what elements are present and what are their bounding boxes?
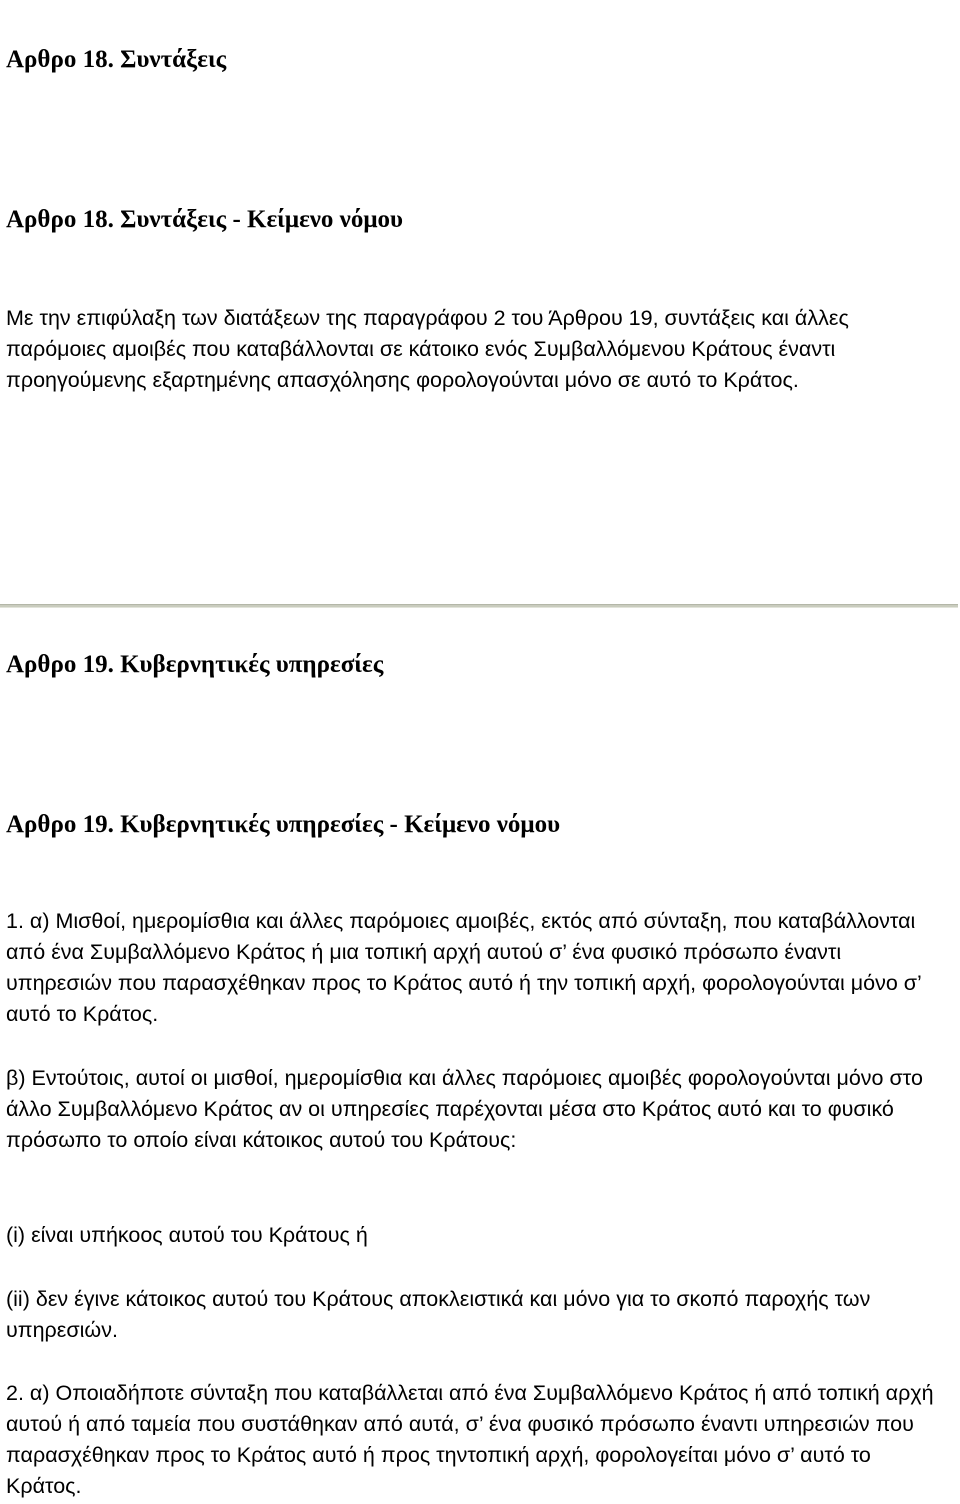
article-18-text-heading: Αρθρο 18. Συντάξεις - Κείμενο νόμου [6, 206, 403, 233]
article-19-item-i: (i) είναι υπήκοος αυτού του Κράτους ή [6, 1223, 368, 1247]
article-19-paragraph-1a: 1. α) Μισθοί, ημερομίσθια και άλλες παρόμοιες αμοιβές, εκτός από σύνταξη, που καταβάλλονται από ένα Συμβαλλόμενο Κράτος ή μια τοπική αρχή αυτού σ’ ένα φυσικό πρόσωπο έναντι υπηρεσιών που παρασχέθηκαν προς το Κράτος αυτό ή την τοπική αρχή, φορολογούνται μόνο σ’ αυτό το Κράτος. [6, 909, 922, 1026]
article-19-heading: Αρθρο 19. Κυβερνητικές υπηρεσίες [6, 651, 384, 678]
section-divider [0, 604, 958, 608]
article-19-text-heading: Αρθρο 19. Κυβερνητικές υπηρεσίες - Κείμενο νόμου [6, 811, 561, 838]
article-19-paragraph-1b: β) Εντούτοις, αυτοί οι μισθοί, ημερομίσθια και άλλες παρόμοιες αμοιβές φορολογούνται μόνο στο άλλο Συμβαλλόμενο Κράτος αν οι υπηρεσίες παρέχονται μέσα στο Κράτος αυτό και το φυσικό πρόσωπο το οποίο είναι κάτοικος αυτού του Κράτους: [6, 1066, 923, 1152]
article-19-paragraph-2a: 2. α) Οποιαδήποτε σύνταξη που καταβάλλεται από ένα Συμβαλλόμενο Κράτος ή από τοπική αρχή αυτού ή από ταμεία που συστάθηκαν από αυτά, σ’ ένα φυσικό πρόσωπο έναντι υπηρεσιών που παρασχέθηκαν προς το Κράτος αυτό ή προς τηντοπική αρχή, φορολογείται μόνο σ’ αυτό το Κράτος. [6, 1381, 934, 1498]
article-18-paragraph: Με την επιφύλαξη των διατάξεων της παραγράφου 2 του Άρθρου 19, συντάξεις και άλλες παρόμοιες αμοιβές που καταβάλλονται σε κάτοικο ενός Συμβαλλόμενου Κράτους έναντι προηγούμενης εξαρτημένης απασχόλησης φορολογούνται μόνο σε αυτό το Κράτος. [6, 306, 849, 392]
article-19-item-ii: (ii) δεν έγινε κάτοικος αυτού του Κράτους αποκλειστικά και μόνο για το σκοπό παροχής των υπηρεσιών. [6, 1287, 871, 1342]
article-18-heading: Αρθρο 18. Συντάξεις [6, 46, 227, 73]
